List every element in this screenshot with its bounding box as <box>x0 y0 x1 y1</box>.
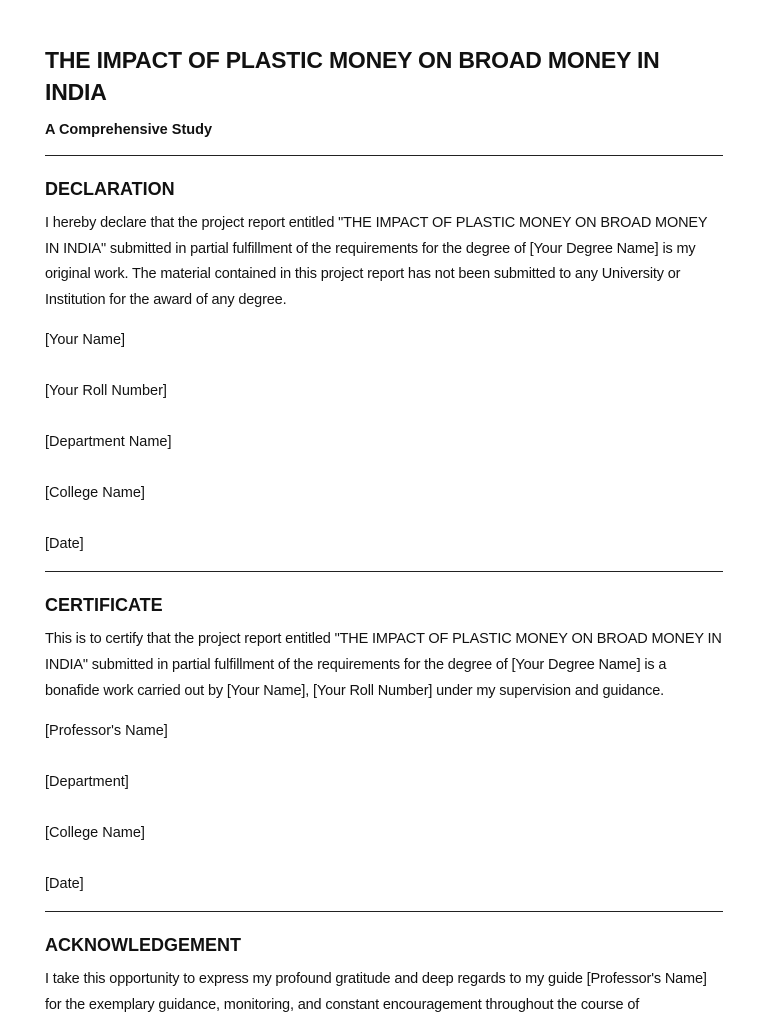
certificate-fields <box>45 721 723 894</box>
document-page <box>45 0 723 1018</box>
certificate-field-department: [Department] <box>45 774 129 791</box>
declaration-section <box>45 177 723 554</box>
certificate-field-date: [Date] <box>45 876 84 893</box>
certificate-field-professor: [Professor's Name] <box>45 723 168 740</box>
certificate-heading: CERTIFICATE <box>45 595 163 616</box>
declaration-heading: DECLARATION <box>45 179 175 199</box>
declaration-body: I hereby declare that the project report entitled "THE IMPACT OF PLASTIC MONEY ON BROAD MONEY IN INDIA" submitted in partial fulfillment of the requirements for the degree of [Your Degree Name] is my original work. The material contained in this project report has not been submitted to any University or Institution for the award of any degree. <box>45 215 708 308</box>
declaration-field-department: [Department Name] <box>45 434 172 451</box>
acknowledgement-body: I take this opportunity to express my profound gratitude and deep regards to my guide [Professor's Name] for the exemplary guidance, monitoring, and constant encouragement throughout the course of <box>45 971 707 1013</box>
declaration-field-college: [College Name] <box>45 485 145 502</box>
acknowledgement-heading: ACKNOWLEDGEMENT <box>45 935 241 956</box>
certificate-divider <box>45 911 723 912</box>
document-title: THE IMPACT OF PLASTIC MONEY ON BROAD MONEY IN INDIA <box>45 47 660 105</box>
title-divider <box>45 155 723 156</box>
declaration-field-name: [Your Name] <box>45 332 126 349</box>
declaration-field-date: [Date] <box>45 536 84 553</box>
declaration-divider <box>45 571 723 572</box>
declaration-fields <box>45 330 723 554</box>
acknowledgement-section <box>45 933 723 1018</box>
declaration-field-roll-number: [Your Roll Number] <box>45 383 167 400</box>
document-subtitle: A Comprehensive Study <box>45 122 213 138</box>
certificate-body: This is to certify that the project report entitled "THE IMPACT OF PLASTIC MONEY ON BROAD MONEY IN INDIA" submitted in partial fulfillment of the requirements for the degree of [Your Degree Name] is a bonafide work carried out by [Your Name], [Your Roll Number] under my supervision and guidance. <box>45 631 722 699</box>
certificate-section <box>45 593 723 894</box>
certificate-field-college: [College Name] <box>45 825 145 842</box>
